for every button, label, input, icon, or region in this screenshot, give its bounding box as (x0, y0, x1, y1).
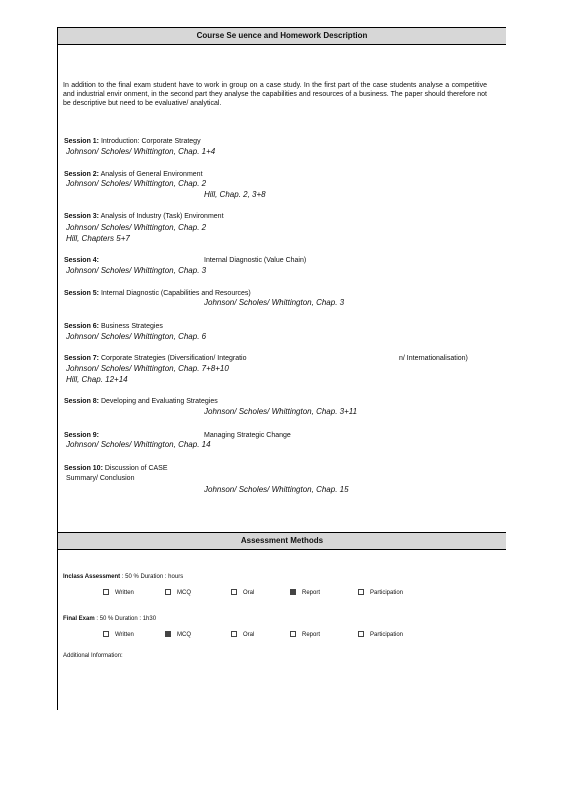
option-label: Report (302, 632, 321, 638)
session-ref: Johnson/ Scholes/ Whittington, Chap. 3+11 (204, 407, 358, 416)
checkbox-icon[interactable] (290, 589, 296, 595)
option-label: Written (115, 632, 134, 638)
session-label: Session 1: (64, 138, 100, 145)
option-label: MCQ (177, 590, 191, 596)
session-ref: Hill, Chap. 12+14 (66, 375, 128, 384)
session-subtitle: Summary/ Conclusion (66, 475, 135, 482)
session-ref: Johnson/ Scholes/ Whittington, Chap. 2 (66, 179, 207, 188)
checkbox-icon[interactable] (231, 589, 237, 595)
checkbox-icon[interactable] (231, 631, 237, 637)
session-label: Session 6: (64, 323, 100, 330)
checkbox-icon[interactable] (358, 631, 364, 637)
session-6 (64, 322, 163, 331)
checkbox-icon[interactable] (358, 589, 364, 595)
final-option-written[interactable] (103, 631, 134, 639)
session-label: Session 5: (64, 290, 100, 297)
session-title: Analysis of General Environment (100, 171, 203, 178)
session-title: Managing Strategic Change (204, 432, 291, 439)
session-ref: Johnson/ Scholes/ Whittington, Chap. 1+4 (66, 147, 216, 156)
session-title: Introduction: Corporate Strategy (100, 138, 201, 145)
session-title-end: n/ Internationalisation) (399, 355, 468, 362)
option-label: Oral (243, 590, 255, 596)
session-title: Analysis of Industry (Task) Environment (100, 213, 224, 220)
session-label: Session 3: (64, 213, 100, 220)
inclass-details: : 50 % Duration : hours (121, 574, 184, 580)
option-label: Report (302, 590, 321, 596)
session-ref: Johnson/ Scholes/ Whittington, Chap. 14 (66, 440, 211, 449)
session-3 (64, 212, 224, 221)
session-label: Session 4: (64, 257, 100, 264)
final-option-mcq[interactable] (165, 631, 191, 639)
intro-paragraph: In addition to the final exam student have to work in group on a case study. In the first part of the case students analyse a competitive and industrial envir onment, in the second part they analyse the capabilities and resources of a business. The paper should therefore not be descriptive but need to be evaluative/ analytical. (63, 82, 487, 107)
session-title: Developing and Evaluating Strategies (100, 398, 218, 405)
option-label: Oral (243, 632, 255, 638)
session-ref: Johnson/ Scholes/ Whittington, Chap. 2 (66, 223, 207, 232)
inclass-option-participation[interactable] (358, 589, 403, 597)
session-8 (64, 397, 218, 406)
session-label: Session 2: (64, 171, 100, 178)
course-sequence-header: Course Se uence and Homework Description (58, 27, 506, 45)
inclass-option-written[interactable] (103, 589, 134, 597)
session-7 (64, 354, 246, 363)
inclass-option-oral[interactable] (231, 589, 254, 597)
session-title: Internal Diagnostic (Capabilities and Resources) (100, 290, 251, 297)
session-label: Session 10: (64, 465, 103, 472)
additional-information-label: Additional Information: (63, 653, 123, 659)
inclass-assessment-row (63, 573, 183, 581)
checkbox-icon[interactable] (103, 589, 109, 595)
option-label: Participation (370, 632, 404, 638)
session-ref: Hill, Chapters 5+7 (66, 234, 130, 243)
session-9 (64, 431, 99, 440)
checkbox-icon[interactable] (165, 631, 171, 637)
assessment-methods-header: Assessment Methods (58, 532, 506, 550)
final-label: Final Exam (63, 616, 95, 622)
inclass-option-report[interactable] (290, 589, 320, 597)
session-title: Internal Diagnostic (Value Chain) (204, 257, 307, 264)
session-2 (64, 170, 203, 179)
option-label: Written (115, 590, 134, 596)
session-title: Corporate Strategies (Diversification/ Integratio (100, 355, 247, 362)
checkbox-icon[interactable] (103, 631, 109, 637)
session-ref: Johnson/ Scholes/ Whittington, Chap. 3 (66, 266, 207, 275)
session-ref: Hill, Chap. 2, 3+8 (204, 190, 266, 199)
session-label: Session 9: (64, 432, 100, 439)
session-ref: Johnson/ Scholes/ Whittington, Chap. 7+8+10 (66, 364, 229, 373)
final-details: : 50 % Duration : 1h30 (96, 616, 157, 622)
final-option-oral[interactable] (231, 631, 254, 639)
session-title: Business Strategies (100, 323, 163, 330)
session-10 (64, 464, 168, 473)
session-label: Session 8: (64, 398, 100, 405)
option-label: MCQ (177, 632, 191, 638)
session-4 (64, 256, 99, 265)
checkbox-icon[interactable] (165, 589, 171, 595)
session-label: Session 7: (64, 355, 100, 362)
session-ref: Johnson/ Scholes/ Whittington, Chap. 3 (204, 298, 345, 307)
final-option-participation[interactable] (358, 631, 403, 639)
session-title: Discussion of CASE (104, 465, 168, 472)
session-ref: Johnson/ Scholes/ Whittington, Chap. 6 (66, 332, 207, 341)
inclass-label: Inclass Assessment (63, 574, 121, 580)
session-1 (64, 137, 201, 146)
final-option-report[interactable] (290, 631, 320, 639)
inclass-option-mcq[interactable] (165, 589, 191, 597)
session-5 (64, 289, 251, 298)
session-ref: Johnson/ Scholes/ Whittington, Chap. 15 (204, 485, 349, 494)
final-exam-row (63, 615, 156, 623)
checkbox-icon[interactable] (290, 631, 296, 637)
option-label: Participation (370, 590, 404, 596)
